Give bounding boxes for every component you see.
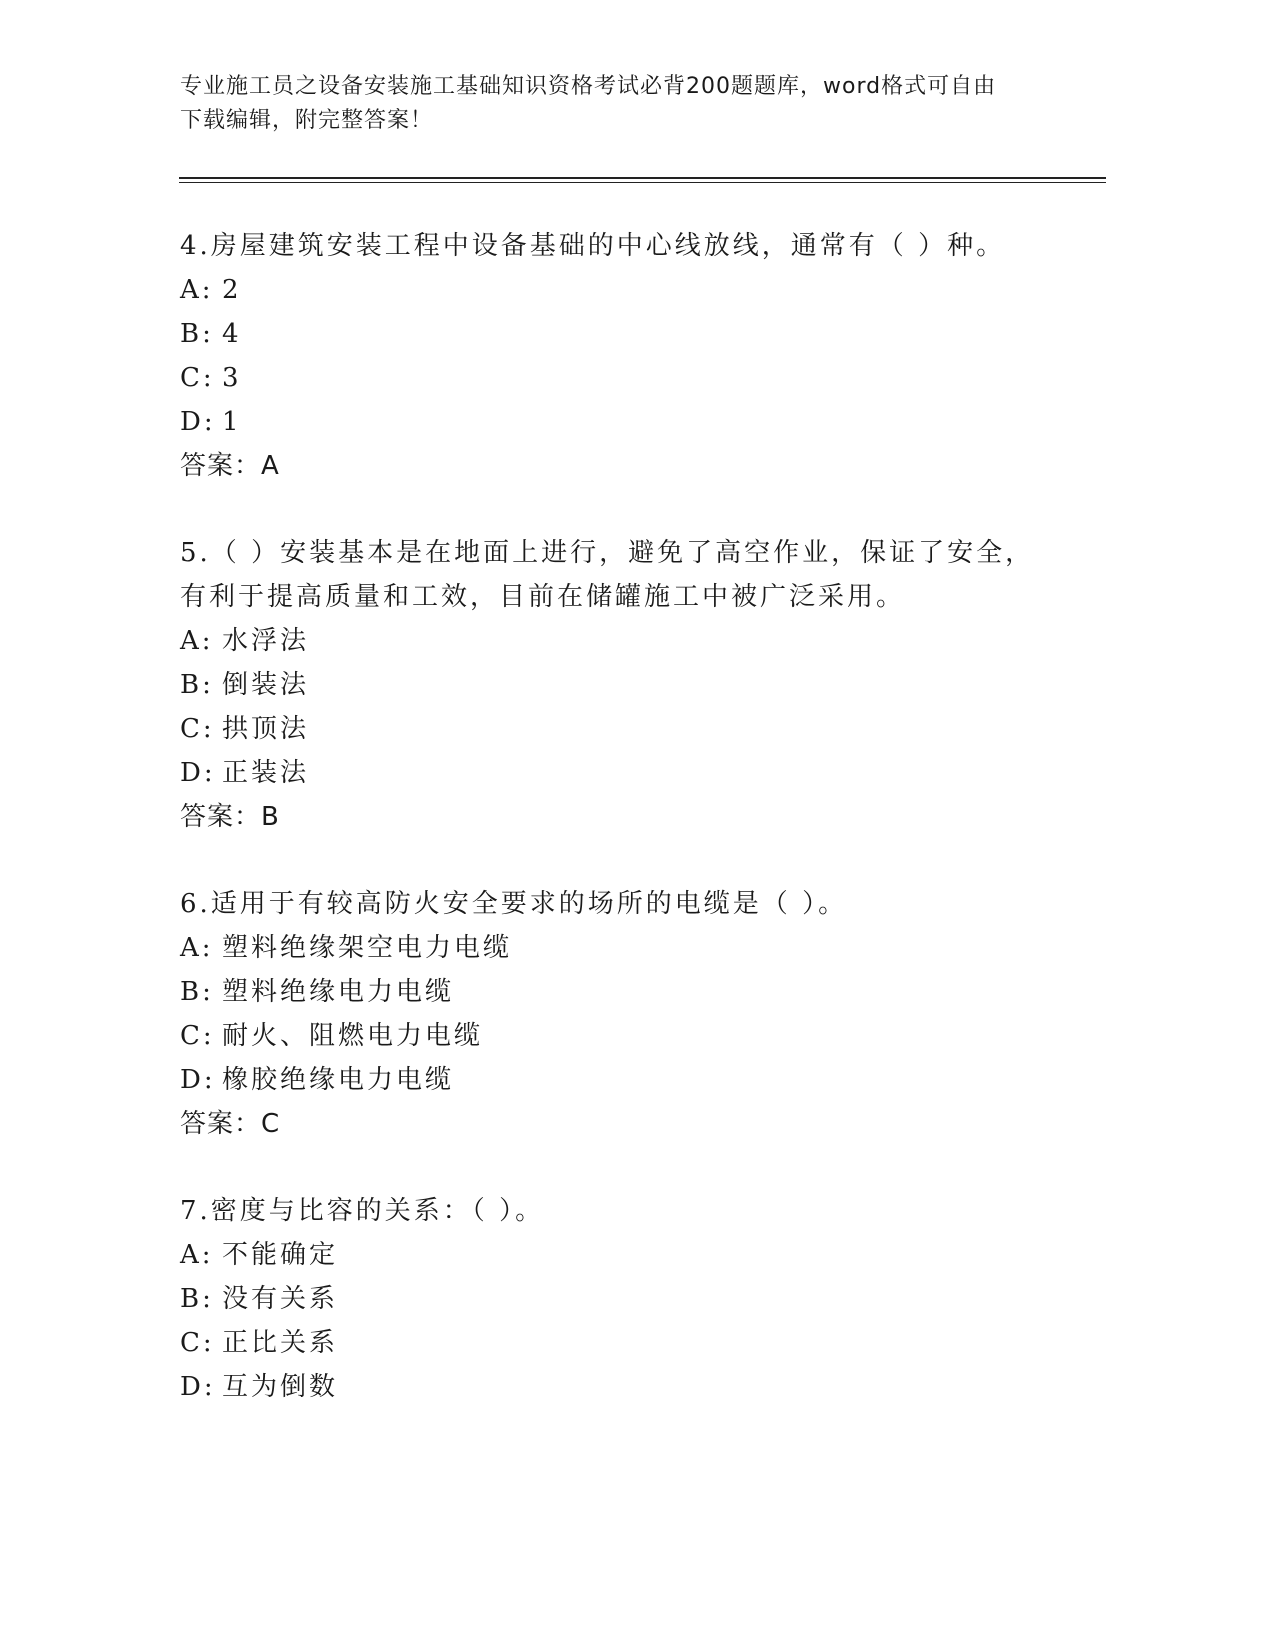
option-d bbox=[180, 751, 1060, 795]
option-letter: B: bbox=[180, 1284, 214, 1314]
option-d bbox=[180, 1058, 1060, 1102]
option-letter: D: bbox=[180, 1065, 216, 1095]
option-text: 塑料绝缘架空电力电缆 bbox=[222, 933, 513, 963]
option-letter: D: bbox=[180, 1372, 216, 1402]
option-letter: B: bbox=[180, 977, 214, 1007]
option-text: 耐火、阻燃电力电缆 bbox=[222, 1021, 484, 1051]
option-b bbox=[180, 1277, 1060, 1321]
option-text: 3 bbox=[222, 363, 242, 393]
option-letter: A: bbox=[180, 626, 214, 656]
option-text: 拱顶法 bbox=[222, 714, 310, 744]
document-header bbox=[180, 70, 1060, 138]
option-letter: B: bbox=[180, 319, 214, 349]
answer-line: 答案：C bbox=[180, 1109, 281, 1139]
option-a bbox=[180, 619, 1060, 663]
option-letter: C: bbox=[180, 1328, 215, 1358]
option-text: 正装法 bbox=[222, 758, 310, 788]
option-text: 1 bbox=[222, 407, 242, 437]
option-text: 塑料绝缘电力电缆 bbox=[222, 977, 455, 1007]
option-c bbox=[180, 707, 1060, 751]
option-letter: A: bbox=[180, 1240, 214, 1270]
option-text: 橡胶绝缘电力电缆 bbox=[222, 1065, 455, 1095]
option-text: 2 bbox=[222, 275, 242, 305]
option-letter: D: bbox=[180, 758, 216, 788]
header-title-line-1: 专业施工员之设备安装施工基础知识资格考试必背200题题库，word格式可自由 bbox=[180, 74, 997, 99]
answer-line: 答案：A bbox=[180, 451, 280, 481]
option-a bbox=[180, 926, 1060, 970]
option-text: 倒装法 bbox=[222, 670, 310, 700]
header-title-line-2: 下载编辑，附完整答案！ bbox=[180, 108, 434, 133]
option-letter: A: bbox=[180, 933, 214, 963]
option-c bbox=[180, 1014, 1060, 1058]
option-text: 不能确定 bbox=[222, 1240, 339, 1270]
option-c bbox=[180, 356, 1060, 400]
option-text: 没有关系 bbox=[222, 1284, 339, 1314]
question-item bbox=[180, 1189, 1060, 1409]
option-text: 互为倒数 bbox=[222, 1372, 339, 1402]
question-list bbox=[180, 224, 1060, 1452]
option-d bbox=[180, 1365, 1060, 1409]
option-d bbox=[180, 400, 1060, 444]
option-letter: B: bbox=[180, 670, 214, 700]
option-letter: A: bbox=[180, 275, 214, 305]
question-item bbox=[180, 882, 1060, 1146]
option-letter: C: bbox=[180, 1021, 215, 1051]
option-letter: D: bbox=[180, 407, 216, 437]
option-letter: C: bbox=[180, 363, 215, 393]
question-stem: 6.适用于有较高防火安全要求的场所的电缆是（ ）。 bbox=[180, 889, 848, 919]
question-stem: 7.密度与比容的关系：（ ）。 bbox=[180, 1196, 545, 1226]
option-b bbox=[180, 663, 1060, 707]
header-divider bbox=[179, 177, 1106, 179]
question-stem: 5.（ ）安装基本是在地面上进行，避免了高空作业，保证了安全，有利于提高质量和工效，目前在储罐施工中被广泛采用。 bbox=[180, 538, 1035, 612]
option-text: 水浮法 bbox=[222, 626, 310, 656]
option-letter: C: bbox=[180, 714, 215, 744]
option-c bbox=[180, 1321, 1060, 1365]
option-text: 正比关系 bbox=[222, 1328, 339, 1358]
question-item bbox=[180, 531, 1060, 839]
option-b bbox=[180, 312, 1060, 356]
answer-line: 答案：B bbox=[180, 802, 280, 832]
header-divider-thin bbox=[179, 182, 1106, 183]
option-text: 4 bbox=[222, 319, 242, 349]
question-item bbox=[180, 224, 1060, 488]
option-a bbox=[180, 268, 1060, 312]
question-stem: 4.房屋建筑安装工程中设备基础的中心线放线，通常有（ ）种。 bbox=[180, 231, 1006, 261]
option-b bbox=[180, 970, 1060, 1014]
option-a bbox=[180, 1233, 1060, 1277]
